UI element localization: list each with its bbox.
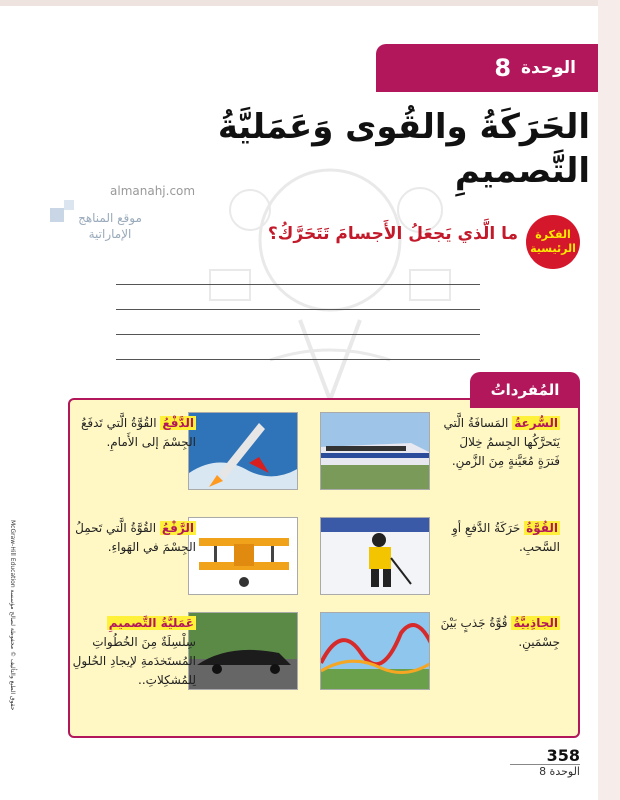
answer-line[interactable] <box>116 359 480 360</box>
big-idea-question: ما الَّذي يَجعَلُ الأَجسامَ تَتَحَرَّكُ؟ <box>267 224 518 244</box>
vocab-entry <box>76 517 316 617</box>
vocab-term: الجاذِبيَّةُ <box>513 616 558 630</box>
biplane-image <box>188 517 298 595</box>
vocab-definition: قُوَّةُ جَذبٍ بَيْنَ جِسْمَينِ. <box>440 616 560 649</box>
vocab-term: الدَّفْعُ <box>162 416 194 430</box>
vocab-term: عَمَليَّةُ التَّصميمِ <box>108 616 194 630</box>
watermark-logo-text: موقع المناهج الإماراتية <box>78 211 142 241</box>
vocab-entry <box>72 612 316 712</box>
answer-line[interactable] <box>116 334 480 335</box>
high-speed-train-image <box>320 412 430 490</box>
badge-line-1: الفكرة <box>535 228 571 241</box>
vocabulary-heading: المُفرداتُ <box>470 372 580 408</box>
badge-line-2: الرئيسية <box>530 242 576 255</box>
big-idea-badge <box>526 215 580 269</box>
copyright-credit: McGraw-Hill Education حقوق الطبع والتأليف © محفوظة لصالح مؤسسة <box>9 520 16 711</box>
vocab-definition: حَرَكَةُ الدَّفعِ أوِ السَّحبِ. <box>451 521 560 554</box>
vocab-term: القُوَّةُ <box>526 521 558 535</box>
page-number: 358 <box>546 746 580 765</box>
vocab-definition: القُوَّةُ الَّتي تَدفَعُ الجِسْمَ إلى الأَمامِ. <box>81 416 196 449</box>
rocket-launch-image <box>188 412 298 490</box>
vocab-term: السُّرعةُ <box>514 416 558 430</box>
solar-car-image <box>188 612 298 690</box>
hockey-player-image <box>320 517 430 595</box>
page-edge-strip <box>598 0 620 800</box>
vocab-term: الرَّفْعُ <box>161 521 194 535</box>
answer-line[interactable] <box>116 284 480 285</box>
answer-line[interactable] <box>116 309 480 310</box>
vocab-entry <box>320 612 560 712</box>
page-title: الحَرَكَةُ والقُوى وَعَمَليَّةُ التَّصميمِ <box>217 107 590 191</box>
vocab-definition: المَسافَةُ الَّتي يَتَحرَّكُها الجِسمُ خِلالَ فَترَةٍ مُعَيَّنةٍ مِنَ الزَّمنِ. <box>443 416 560 468</box>
footer-unit-label: الوحدة 8 <box>539 765 580 778</box>
vocab-entry <box>320 517 560 617</box>
unit-label: الوحدة <box>521 58 576 78</box>
vocab-entry <box>76 412 316 512</box>
unit-number: 8 <box>494 54 512 82</box>
watermark-doodle-icon <box>150 150 510 420</box>
vocab-entry <box>320 412 560 512</box>
vocab-definition: سِلْسِلَةٌ مِنَ الخُطُواتِ المُستَخدَمةِ لإيجادِ الحُلولِ لِلمُشكِلاتِ.. <box>72 635 196 687</box>
unit-header-tab <box>376 44 598 92</box>
roller-coaster-image <box>320 612 430 690</box>
vocab-definition: القُوَّةُ الَّتي تَحمِلُ الجِسْمَ في الهَواءِ. <box>75 521 196 554</box>
top-band <box>0 0 598 6</box>
watermark-site: almanahj.com <box>110 184 196 198</box>
